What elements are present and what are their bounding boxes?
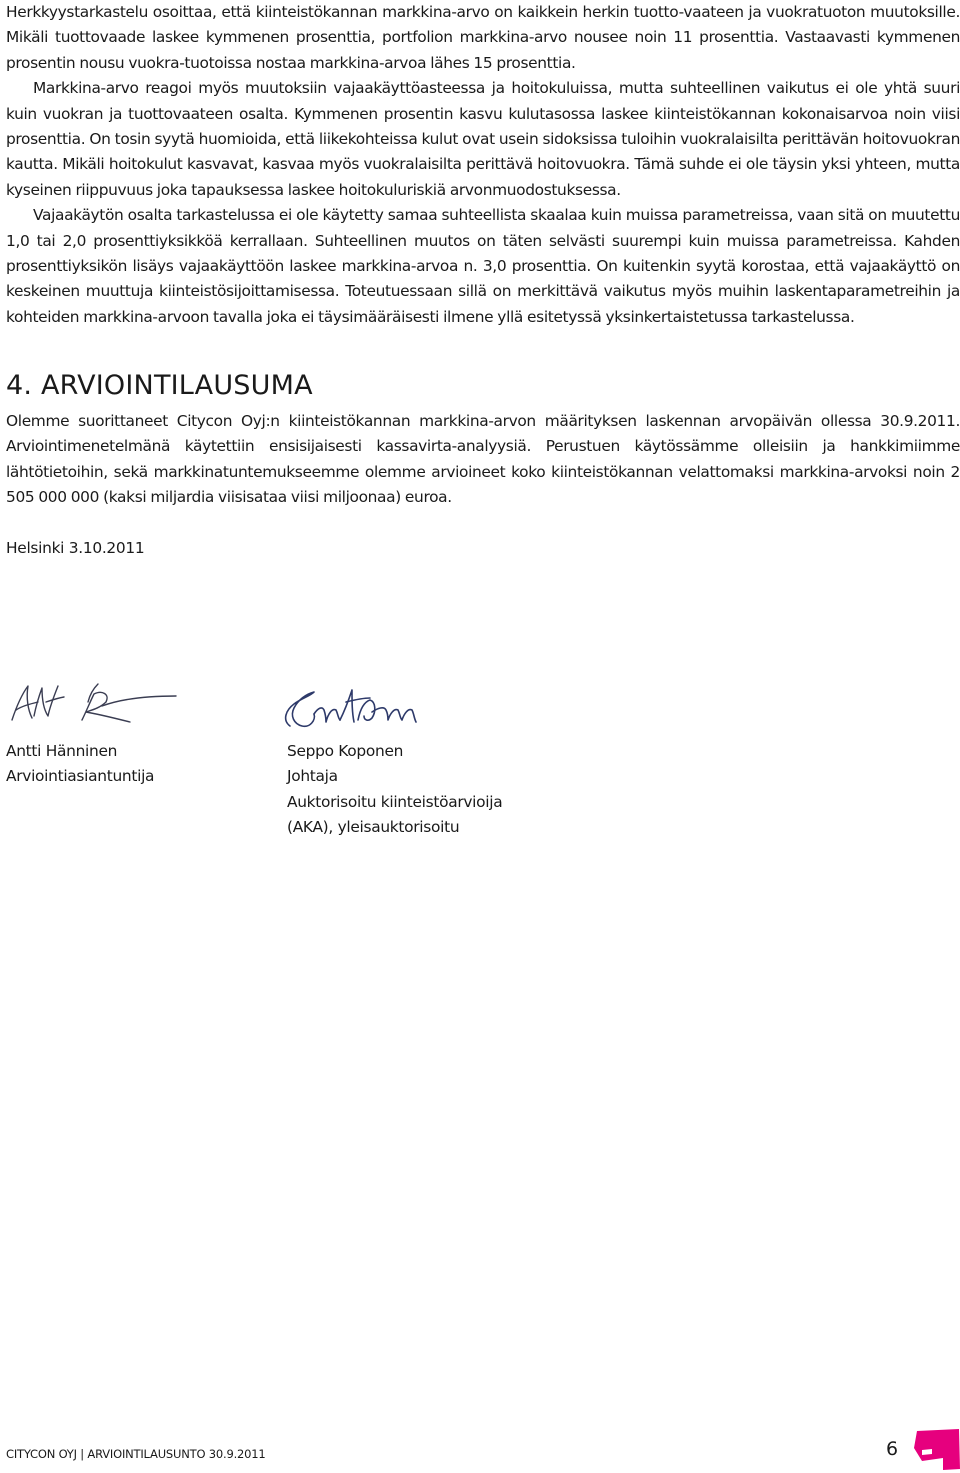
signature-icon (6, 672, 178, 734)
paragraph-market-value: Markkina-arvo reagoi myös muutoksiin vajaakäyttöasteessa ja hoitokuluissa, mutta suhteellinen vaikutus ei ole yhtä suuri kuin vuokran ja tuottovaateen osalta. Kymmenen prosentin kasvu kulutasossa laskee kiinteistökannan kokonaisarvoa noin viisi prosenttia. On tosin syytä huomioida, että liikekohteissa kulut ovat usein sidoksissa tuloihin vuokralaisilta perittävän hoitovuokran kautta. Mikäli hoitokulut kasvavat, kasvaa myös vuokralaisilta perittävä hoitovuokra. Tämä suhde ei ole täysin yksi yhteen, mutta kyseinen riippuvuus joka tapauksessa laskee hoitokuluriskiä arvonmuodostuksessa. (6, 79, 960, 199)
signatory-title: Johtaja (287, 767, 338, 786)
paragraph-summary: Olemme suorittaneet Citycon Oyj:n kiinteistökannan markkina-arvon määrityksen laskennan arvopäivän ollessa 30.9.2011. Arviointimenetelmänä käytettiin ensisijaisesti kassavirta-analyysiä. Perustuen käytössämme olleisiin ja hankkimiimme lähtötietoihin, sekä markkinatuntemukseemme olemme arvioineet koko kiinteistökannan velattomaksi markkina-arvoksi noin 2 505 000 000 (kaksi miljardia viisisataa viisi miljoonaa) euroa. (6, 412, 960, 507)
signatory-qualification-detail: (AKA), yleisauktorisoitu (287, 818, 460, 837)
body-section-summary (6, 409, 960, 511)
paragraph-vacancy: Vajaakäytön osalta tarkastelussa ei ole käytetty samaa suhteellista skaalaa kuin muissa parametreissa, vaan sitä on muutettu 1,0 tai 2,0 prosenttiyksikköä kerrallaan. Suhteellinen muutos on täten selvästi suurempi kuin muissa parametreissa. Kahden prosenttiyksikön lisäys vajaakäyttöön laskee markkina-arvoa n. 3,0 prosenttia. On kuitenkin syytä korostaa, että vajaakäyttö on keskeinen muuttuja kiinteistösijoittamisessa. Toteutuessaan sillä on merkittävä vaikutus myös muihin laskentaparametreihin ja kohteiden markkina-arvoon tavalla joka ei täysimääräisesti ilmene yllä esitetyssä yksinkertaistetussa tarkastelussa. (6, 206, 960, 326)
signatory-name: Seppo Koponen (287, 742, 404, 760)
paragraph-sensitivity: Herkkyystarkastelu osoittaa, että kiinteistökannan markkina-arvo on kaikkein herkin tuotto-vaateen ja vuokratuoton muutoksille. Mikäli tuottovaade laskee kymmenen prosenttia, portfolion markkina-arvo nousee noin 11 prosenttia. Vastaavasti kymmenen prosentin nousu vuokra-tuotoissa nostaa markkina-arvoa lähes 15 prosenttia. (6, 3, 960, 72)
section-heading: 4. ARVIOINTILAUSUMA (6, 370, 313, 401)
page-number: 6 (886, 1438, 899, 1460)
footer-text: CITYCON OYJ | ARVIOINTILAUSUNTO 30.9.2011 (6, 1447, 266, 1461)
place-date: Helsinki 3.10.2011 (6, 539, 145, 557)
signatory-qualification: Auktorisoitu kiinteistöarvioija (287, 792, 503, 811)
signatory-1 (6, 739, 154, 790)
signatory-title: Arviointiasiantuntija (6, 767, 155, 786)
signature-icon (280, 680, 430, 740)
citycon-logo-icon (910, 1428, 960, 1470)
signatory-2 (287, 739, 502, 841)
body-section-top (6, 0, 960, 330)
signatory-name: Antti Hänninen (6, 742, 118, 760)
